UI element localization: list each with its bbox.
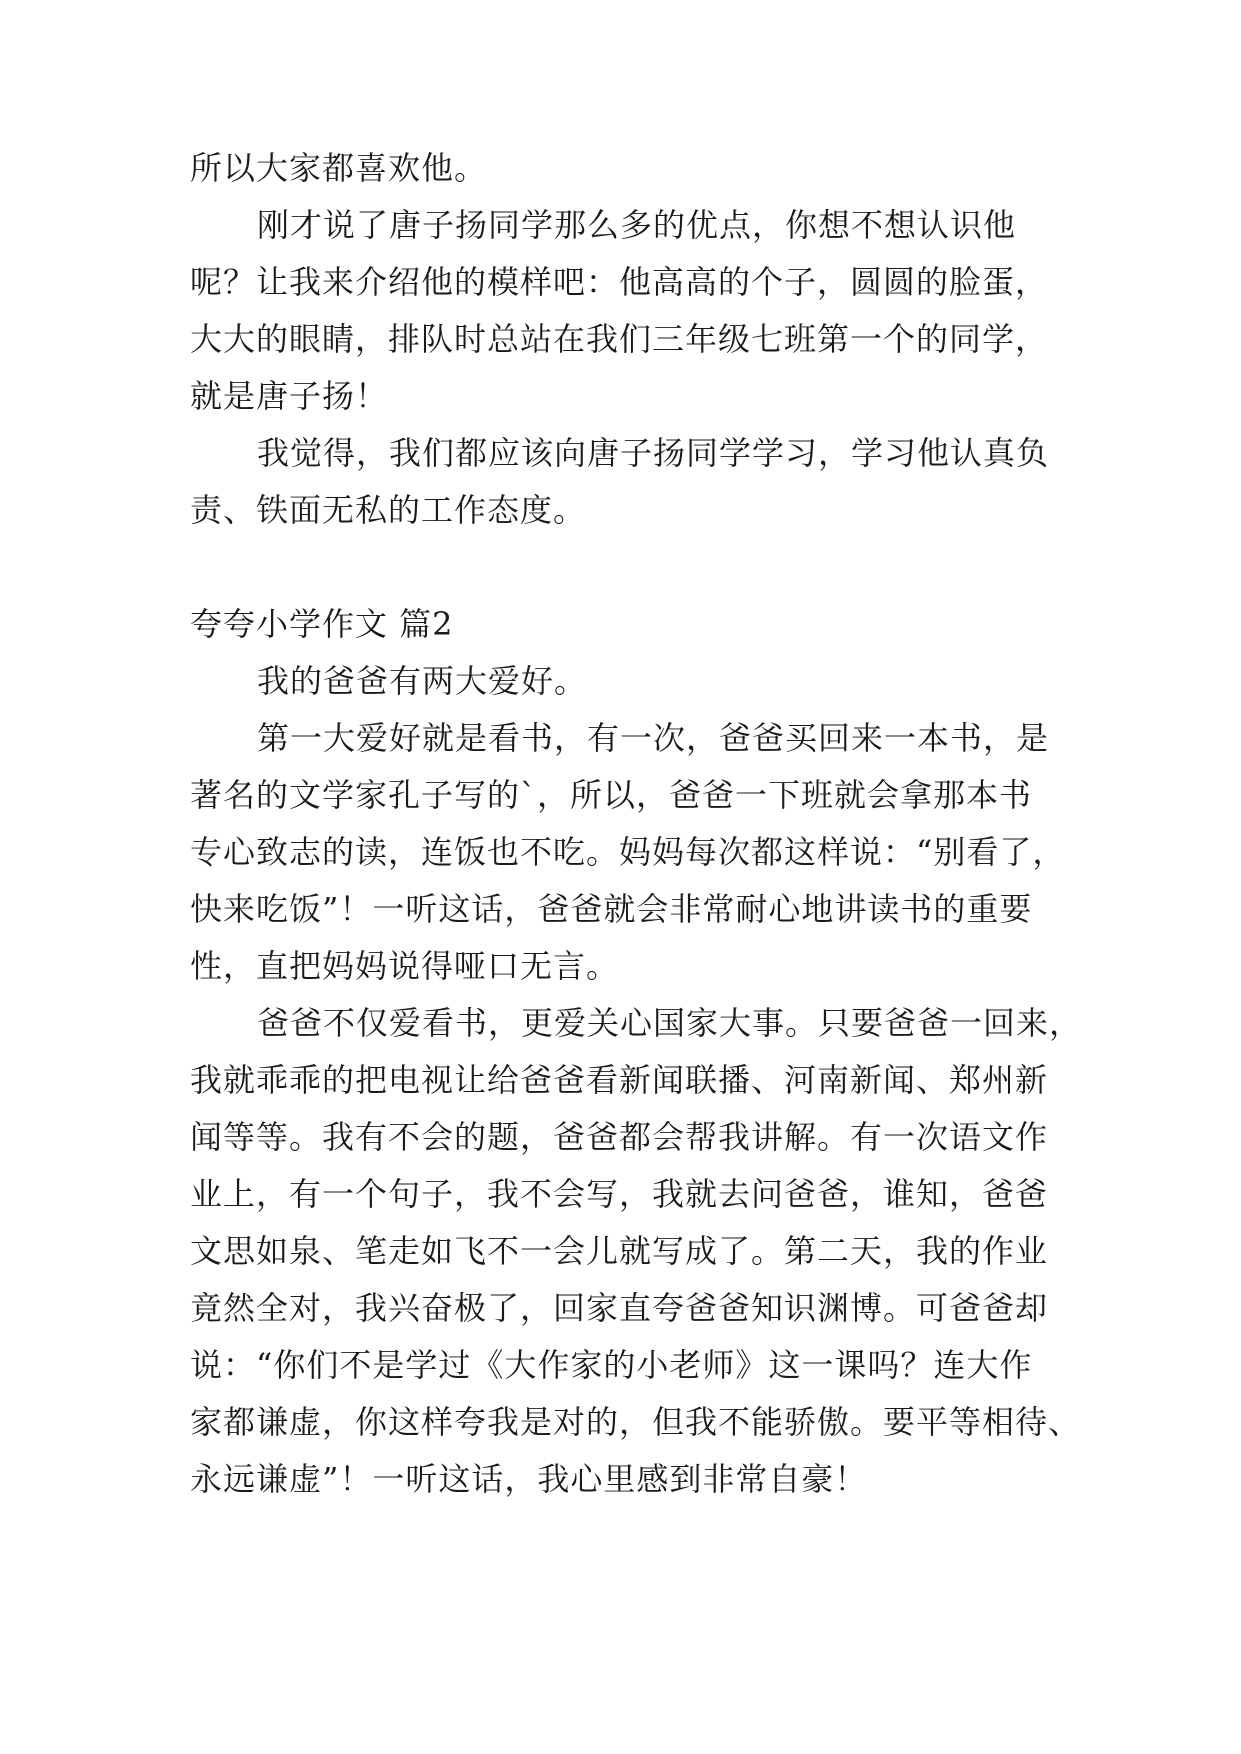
text-line: 业上，有一个句子，我不会写，我就去问爸爸，谁知，爸爸 [190,1175,1049,1213]
text-line: 呢？让我来介绍他的模样吧：他高高的个子，圆圆的脸蛋， [190,263,1049,301]
text-line: 所以大家都喜欢他。 [190,149,488,187]
text-line: 专心致志的读，连饭也不吃。妈妈每次都这样说：“别看了， [190,833,1066,871]
text-line: 快来吃饭”！一听这话，爸爸就会非常耐心地讲读书的重要 [190,890,1033,928]
text-line: 我的爸爸有两大爱好。 [257,662,588,700]
text-line: 责、铁面无私的工作态度。 [190,491,587,529]
text-line: 刚才说了唐子扬同学那么多的优点，你想不想认识他 [257,206,1017,244]
text-line: 爸爸不仅爱看书，更爱关心国家大事。只要爸爸一回来， [257,1004,1083,1042]
text-line: 第一大爱好就是看书，有一次，爸爸买回来一本书，是 [257,719,1050,757]
text-line: 著名的文学家孔子写的`，所以，爸爸一下班就会拿那本书 [190,776,1033,814]
text-line: 闻等等。我有不会的题，爸爸都会帮我讲解。有一次语文作 [190,1118,1049,1156]
text-line: 文思如泉、笔走如飞不一会儿就写成了。第二天，我的作业 [190,1232,1049,1270]
text-line: 永远谦虚”！一听这话，我心里感到非常自豪！ [190,1460,868,1498]
text-line: 性，直把妈妈说得哑口无言。 [190,947,620,985]
section-heading: 夸夸小学作文 篇2 [190,605,454,643]
text-line: 我觉得，我们都应该向唐子扬同学学习，学习他认真负 [257,434,1050,472]
text-line: 说：“你们不是学过《大作家的小老师》这一课吗？连大作 [190,1346,1033,1384]
text-line: 竟然全对，我兴奋极了，回家直夸爸爸知识渊博。可爸爸却 [190,1289,1049,1327]
text-line: 大大的眼睛，排队时总站在我们三年级七班第一个的同学， [190,320,1049,358]
text-line: 我就乖乖的把电视让给爸爸看新闻联播、河南新闻、郑州新 [190,1061,1049,1099]
text-line: 家都谦虚，你这样夸我是对的，但我不能骄傲。要平等相待、 [190,1403,1082,1441]
text-line: 就是唐子扬！ [190,377,389,415]
